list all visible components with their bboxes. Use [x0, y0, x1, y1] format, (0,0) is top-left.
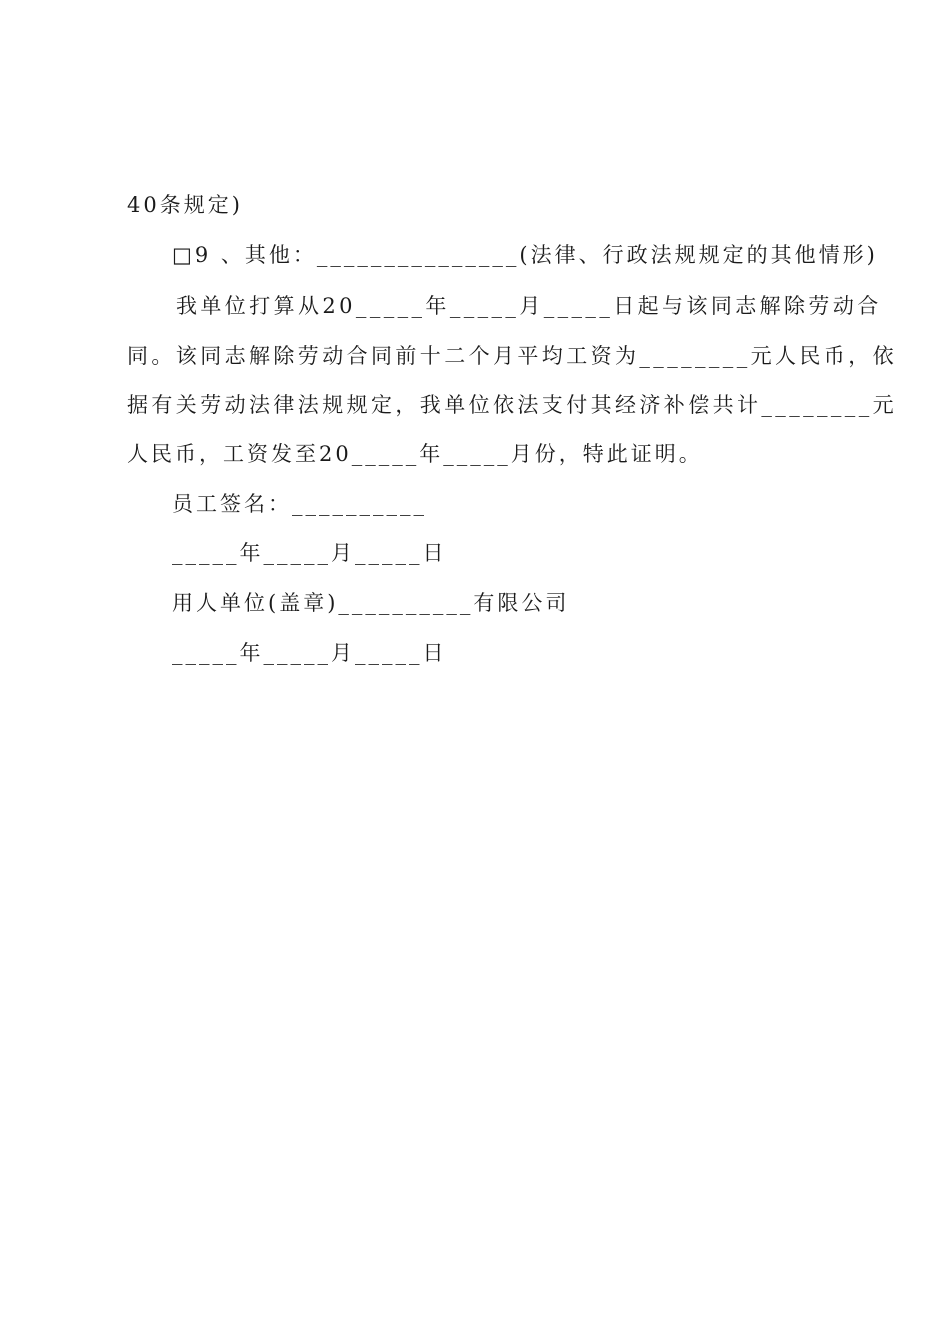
employee-date-line: _____年_____月_____日	[172, 541, 447, 565]
paragraph-line-4: 人民币，工资发至20_____年_____月份，特此证明。	[127, 442, 703, 466]
employer-date-line: _____年_____月_____日	[172, 641, 447, 665]
paragraph-line-2: 同。该同志解除劳动合同前十二个月平均工资为________元人民币，依	[127, 344, 897, 368]
employee-signature-line: 员工签名：__________	[172, 492, 427, 516]
text-line-article-ref: 40条规定)	[127, 193, 243, 217]
paragraph-line-3: 据有关劳动法律法规规定，我单位依法支付其经济补偿共计________元	[127, 393, 897, 417]
employer-seal-line: 用人单位(盖章)__________有限公司	[172, 591, 570, 615]
paragraph-line-1: 我单位打算从20_____年_____月_____日起与该同志解除劳动合	[176, 294, 882, 318]
text-line-option-9-other: □9 、其他：_______________(法律、行政法规规定的其他情形)	[172, 243, 878, 267]
